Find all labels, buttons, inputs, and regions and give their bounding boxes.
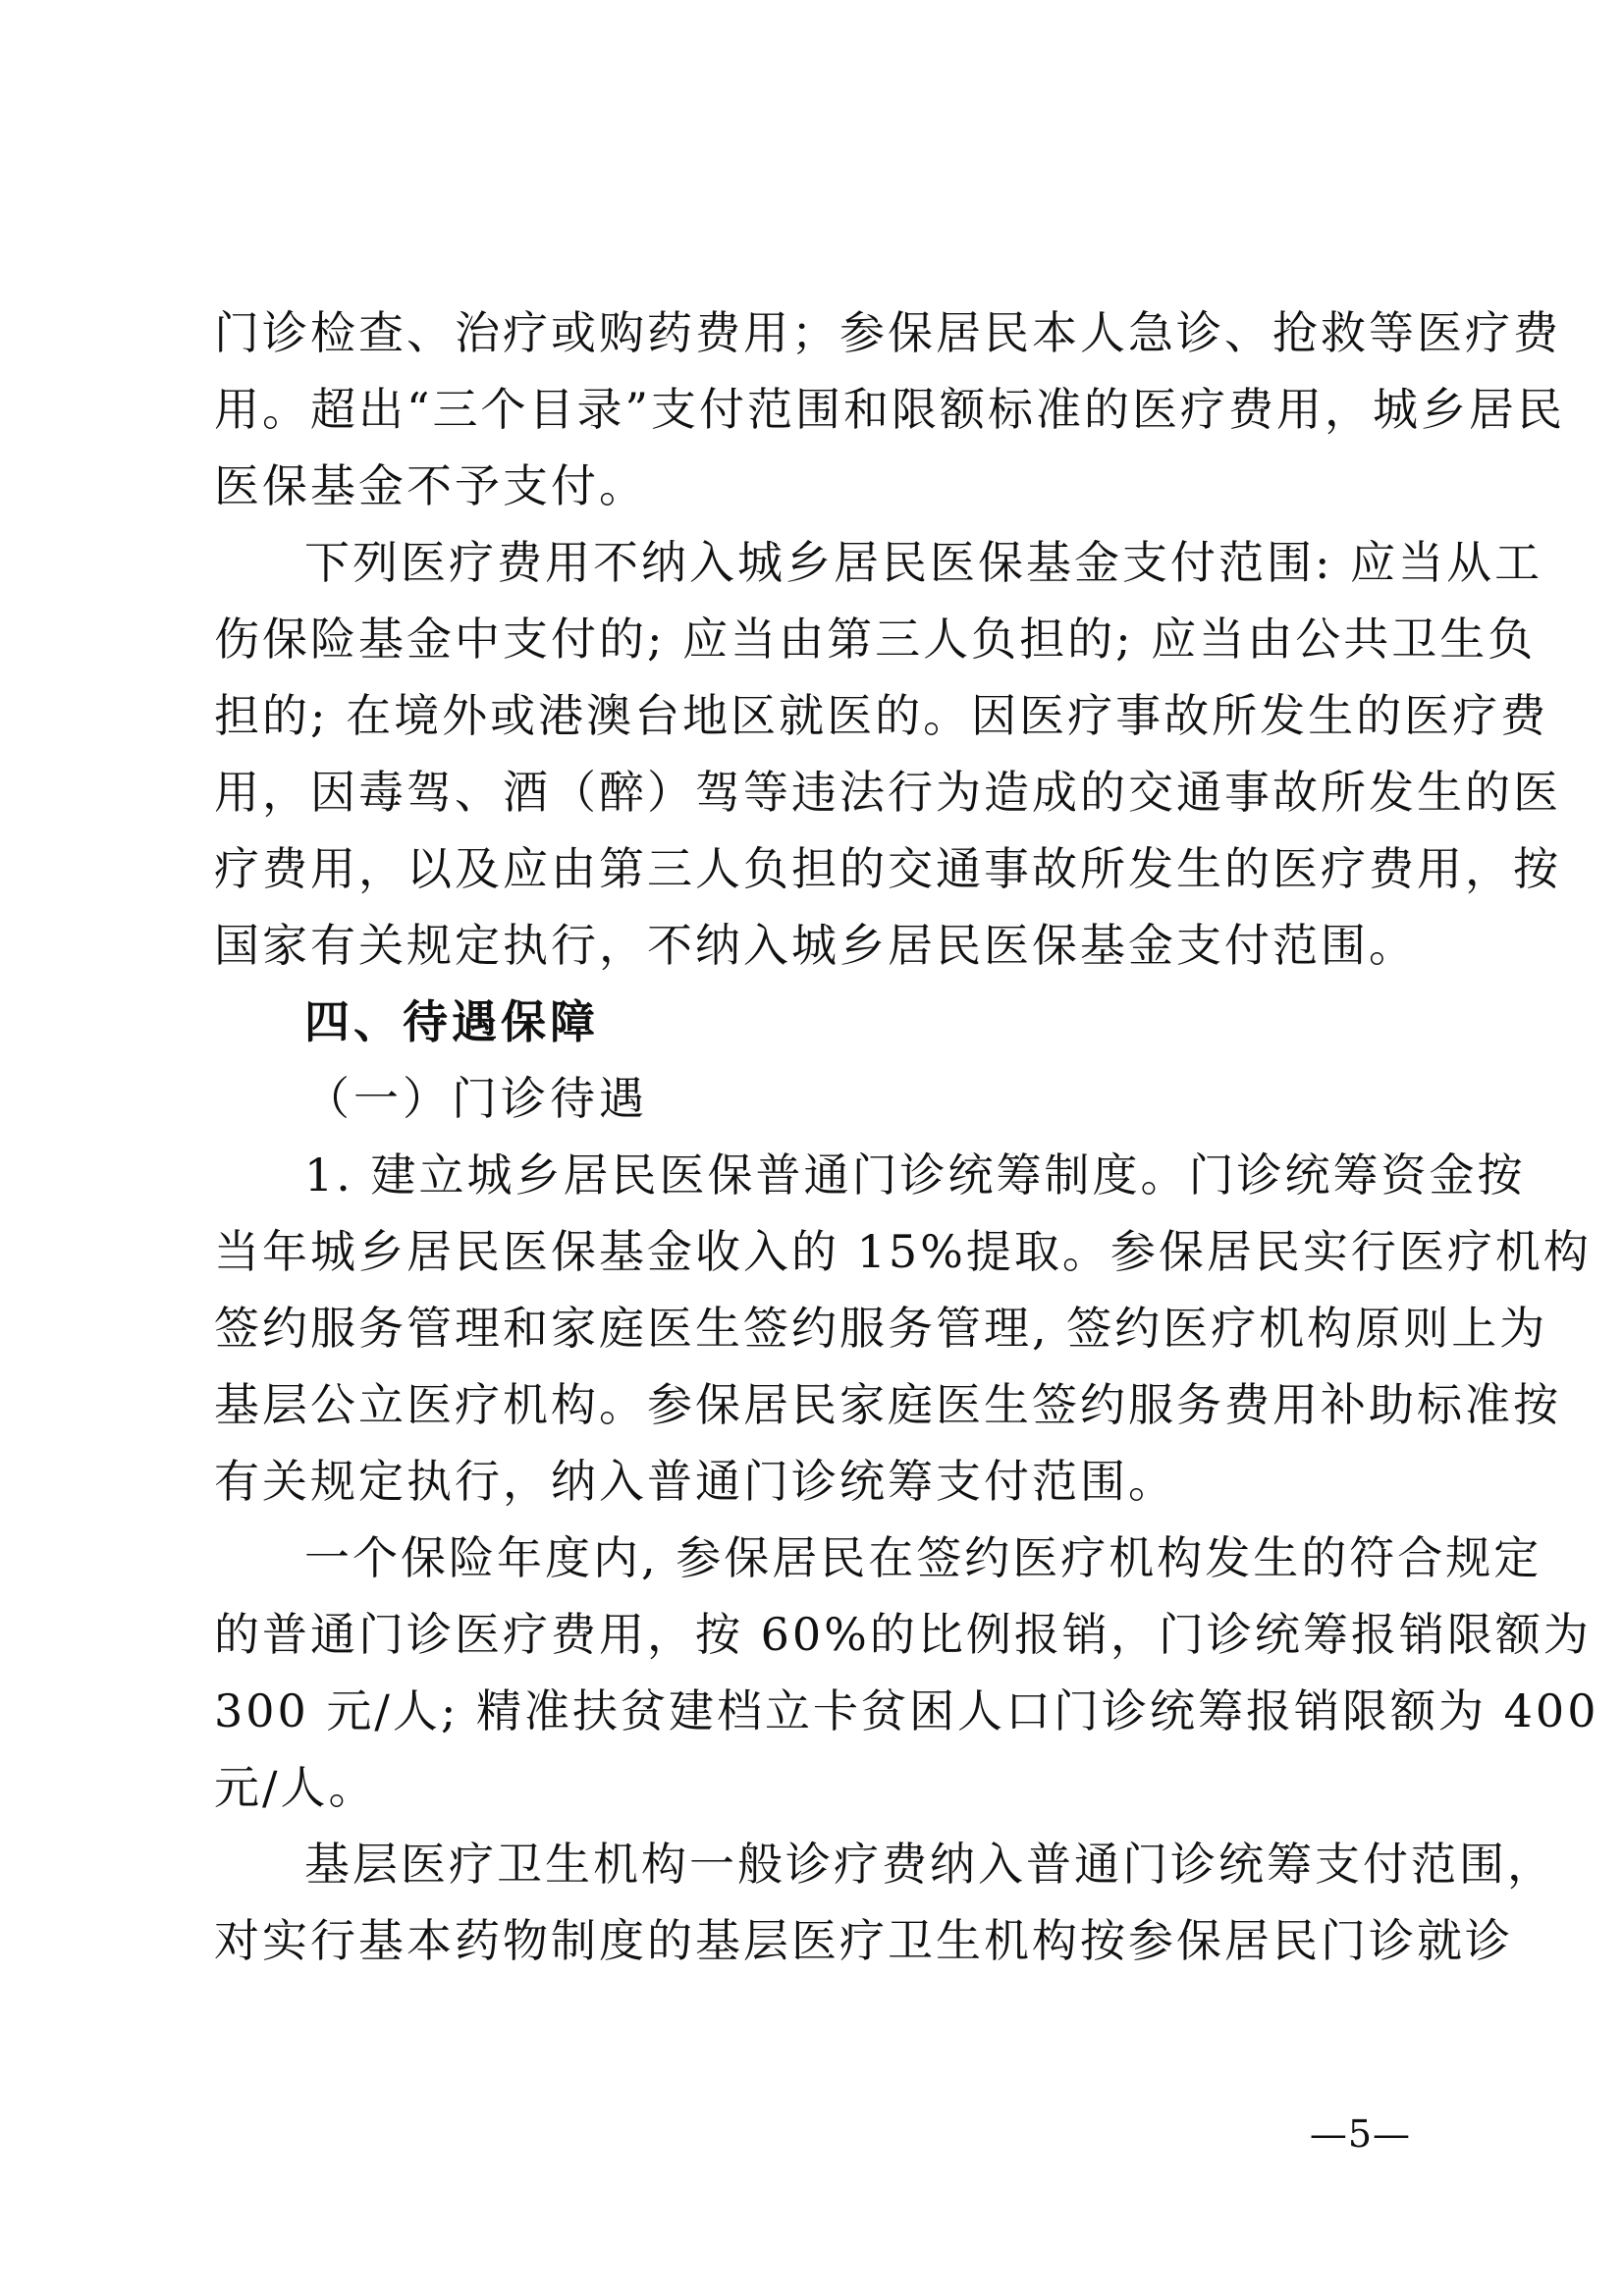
text-line: 基层医疗卫生机构一般诊疗费纳入普通门诊统筹支付范围， — [304, 1838, 1555, 1891]
section-heading: 四、待遇保障 — [304, 995, 599, 1048]
subsection-heading: （一）门诊待遇 — [304, 1072, 648, 1125]
text-line: 有关规定执行，纳入普通门诊统筹支付范围。 — [214, 1455, 1176, 1508]
text-line: 用，因毒驾、酒（醉）驾等违法行为造成的交通事故所发生的医 — [214, 766, 1561, 819]
text-line: 的普通门诊医疗费用，按 60%的比例报销，门诊统筹报销限额为 — [214, 1608, 1592, 1661]
page-number: —5— — [1309, 2112, 1411, 2156]
text-line: 伤保险基金中支付的; 应当由第三人负担的; 应当由公共卫生负 — [214, 613, 1537, 666]
text-line: 用。超出“三个目录”支付范围和限额标准的医疗费用，城乡居民 — [214, 383, 1566, 436]
text-line: 300 元/人; 精准扶贫建档立卡贫困人口门诊统筹报销限额为 400 — [214, 1684, 1599, 1737]
text-line: 担的; 在境外或港澳台地区就医的。因医疗事故所发生的医疗费 — [214, 689, 1549, 742]
text-line: 基层公立医疗机构。参保居民家庭医生签约服务费用补助标准按 — [214, 1378, 1561, 1431]
text-line: 国家有关规定执行，不纳入城乡居民医保基金支付范围。 — [214, 919, 1417, 972]
text-line: 当年城乡居民医保基金收入的 15%提取。参保居民实行医疗机构 — [214, 1225, 1592, 1278]
text-line: 1. 建立城乡居民医保普通门诊统筹制度。门诊统筹资金按 — [304, 1148, 1526, 1201]
document-body — [214, 294, 1599, 1979]
text-line: 门诊检查、治疗或购药费用；参保居民本人急诊、抢救等医疗费 — [214, 306, 1561, 359]
text-line: 签约服务管理和家庭医生签约服务管理, 签约医疗机构原则上为 — [214, 1302, 1548, 1355]
text-line: 下列医疗费用不纳入城乡居民医保基金支付范围: 应当从工 — [304, 536, 1543, 589]
text-line: 对实行基本药物制度的基层医疗卫生机构按参保居民门诊就诊 — [214, 1914, 1513, 1967]
text-line: 一个保险年度内, 参保居民在签约医疗机构发生的符合规定 — [304, 1531, 1542, 1584]
text-line: 医保基金不予支付。 — [214, 459, 647, 512]
text-line: 元/人。 — [214, 1761, 377, 1814]
text-line: 疗费用，以及应由第三人负担的交通事故所发生的医疗费用，按 — [214, 842, 1561, 895]
